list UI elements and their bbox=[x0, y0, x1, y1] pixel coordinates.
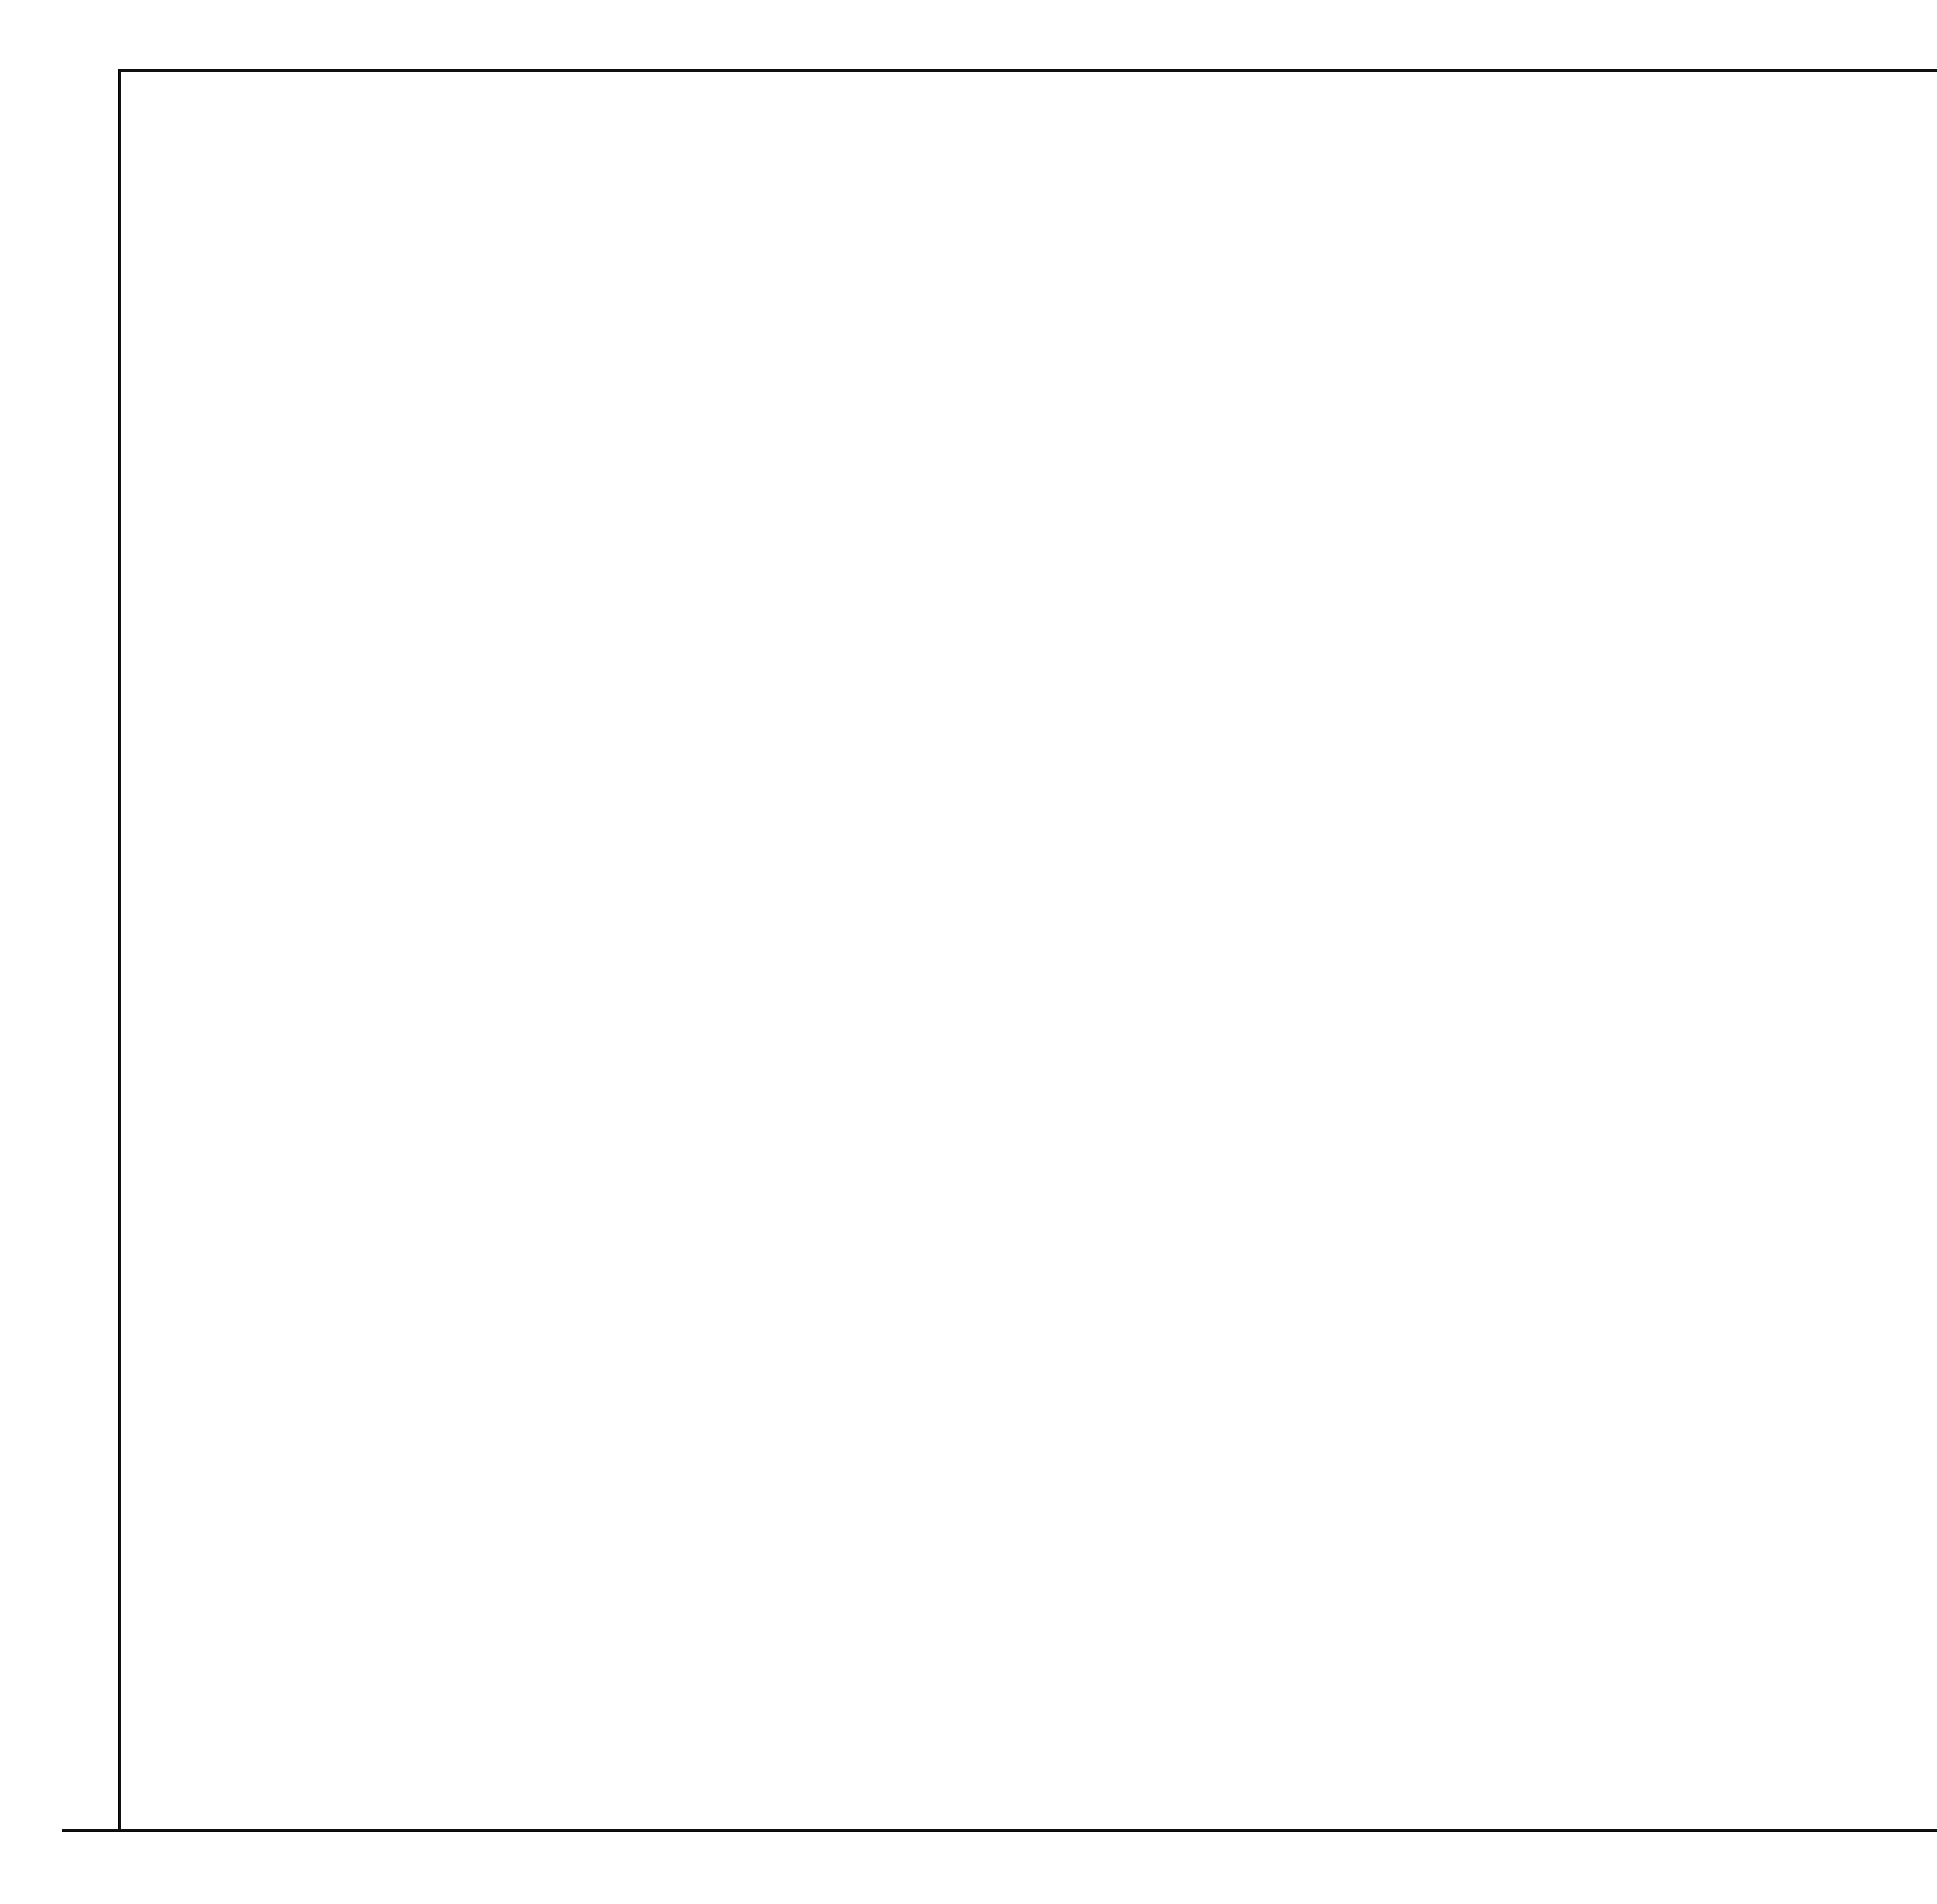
frame-bottom-line bbox=[62, 1829, 1937, 1832]
data-table bbox=[248, 217, 1937, 1707]
